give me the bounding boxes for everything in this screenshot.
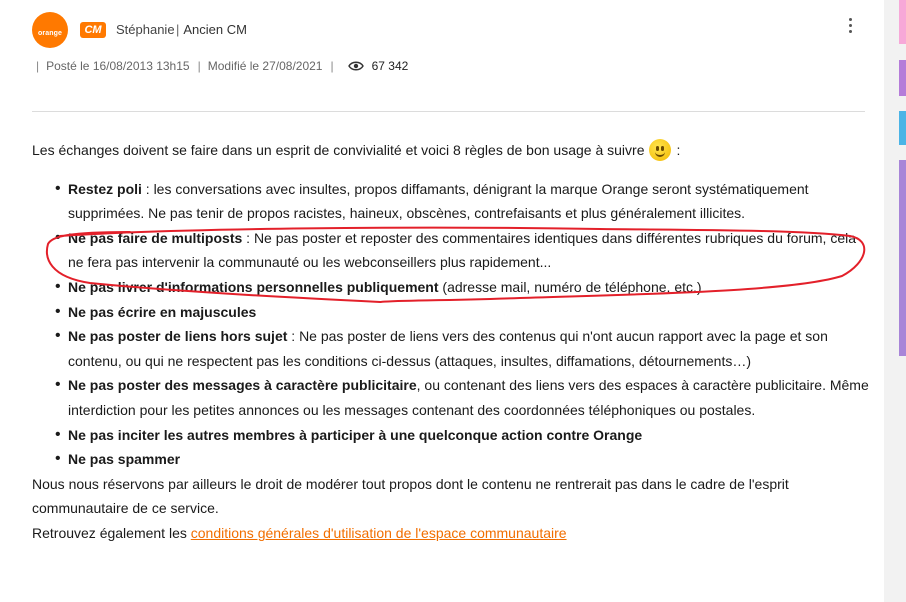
list-item xyxy=(68,300,872,325)
terms-paragraph xyxy=(32,521,872,546)
meta-separator: | xyxy=(36,59,40,73)
view-count: 67 342 xyxy=(371,59,409,73)
side-tab-lavender[interactable] xyxy=(899,160,906,356)
rule-text: : Ne pas poster et reposter des commentaires identiques dans différentes rubriques du forum, cela ne fera pas intervenir la communauté ou les webconseillers plus rapidement... xyxy=(68,229,857,271)
meta-separator: | xyxy=(197,59,201,73)
cm-badge: CM xyxy=(80,22,106,38)
side-tabs xyxy=(899,0,906,602)
divider xyxy=(32,111,865,112)
avatar-label: orange xyxy=(38,29,62,37)
rule-title: Ne pas poster des messages à caractère publicitaire xyxy=(68,377,417,394)
side-tab-purple[interactable] xyxy=(899,60,906,96)
author-role xyxy=(176,22,247,37)
meta-separator: | xyxy=(330,59,334,73)
intro-paragraph xyxy=(32,138,872,163)
list-item xyxy=(68,324,872,373)
list-item xyxy=(68,447,872,472)
rule-title: Restez poli xyxy=(68,180,142,197)
rule-title: Ne pas poster de liens hors sujet xyxy=(68,328,288,345)
list-item xyxy=(68,373,872,422)
rule-text: (adresse mail, numéro de téléphone, etc.) xyxy=(438,278,702,295)
rule-title: Ne pas livrer d'informations personnelles publiquement xyxy=(68,278,439,295)
rule-title: Ne pas spammer xyxy=(68,451,181,468)
side-tab-pink[interactable] xyxy=(899,0,906,44)
rule-text: : Ne pas poster de liens vers des contenus qui n'ont aucun rapport avec la page et son contenu, ou qui ne respectent pas les conditions ci-dessus (attaques, insultes, diffamations, détournements…) xyxy=(68,328,828,369)
kebab-menu-icon[interactable] xyxy=(843,14,857,36)
terms-link[interactable]: conditions générales d'utilisation de l'espace communautaire xyxy=(190,524,567,541)
role-label: Ancien CM xyxy=(183,22,247,37)
post-metadata xyxy=(36,59,408,73)
list-item xyxy=(68,177,872,226)
author-name[interactable]: Stéphanie xyxy=(116,22,175,37)
rule-title: Ne pas inciter les autres membres à participer à une quelconque action contre Orange xyxy=(68,426,643,443)
post-body xyxy=(32,138,872,546)
smiley-icon xyxy=(649,139,671,161)
intro-colon: : xyxy=(676,142,681,158)
rules-list xyxy=(32,177,872,472)
closing-paragraph: Nous nous réservons par ailleurs le droit de modérer tout propos dont le contenu ne rentrerait pas dans le cadre de l'esprit communautaire de ce service. xyxy=(32,475,789,517)
avatar[interactable] xyxy=(32,12,68,48)
terms-prefix: Retrouvez également les xyxy=(32,524,191,541)
list-item xyxy=(68,275,872,300)
modified-date: Modifié le 27/08/2021 xyxy=(207,59,323,73)
rule-text: , ou contenant des liens vers des espaces à caractère publicitaire. Même interdiction pour les petites annonces ou les messages contenant des coordonnées téléphoniques ou postales. xyxy=(68,377,869,418)
eye-icon xyxy=(348,60,364,72)
rule-title: Ne pas faire de multiposts xyxy=(68,229,243,246)
posted-date: Posté le 16/08/2013 13h15 xyxy=(46,59,190,73)
list-item xyxy=(68,423,872,448)
list-item xyxy=(68,226,872,275)
side-tab-blue[interactable] xyxy=(899,111,906,145)
intro-text: Les échanges doivent se faire dans un esprit de convivialité et voici 8 règles de bon usage à suivre xyxy=(32,142,645,158)
role-separator: | xyxy=(176,22,180,37)
rule-text: : les conversations avec insultes, propos diffamants, dénigrant la marque Orange seront systématiquement supprimées. Ne pas tenir de propos racistes, haineux, obscènes, contrefaisants et plus généralement illicites. xyxy=(68,180,809,222)
rule-title: Ne pas écrire en majuscules xyxy=(68,303,257,320)
